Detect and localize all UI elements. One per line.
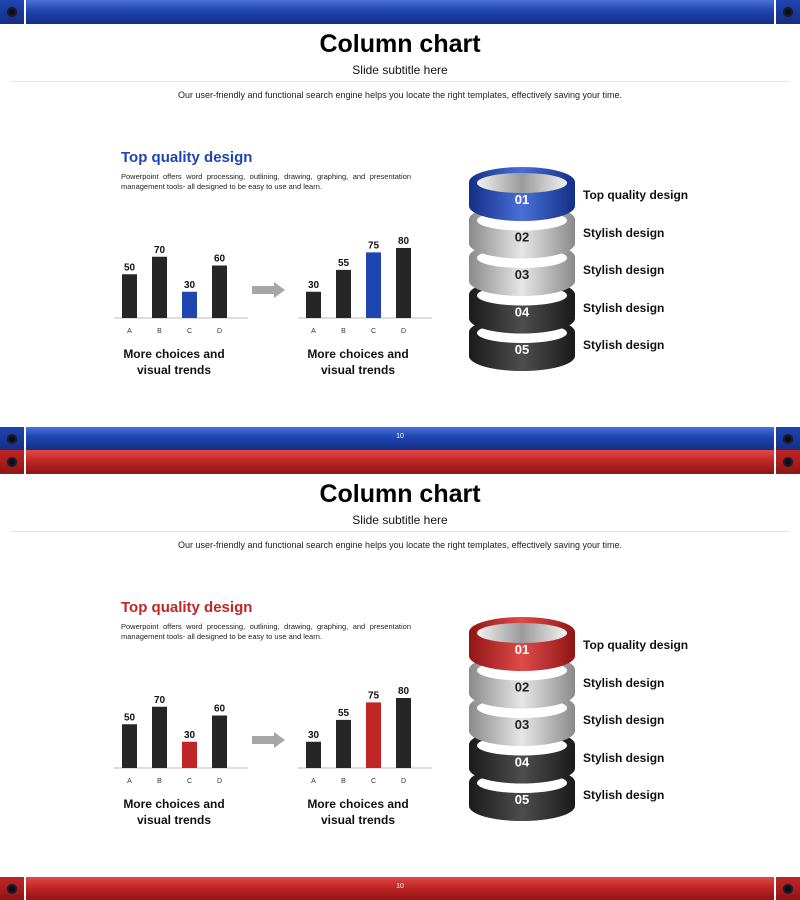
tick-label: D bbox=[400, 328, 407, 335]
ring-label-5: Stylish design bbox=[583, 788, 665, 802]
data-label: 70 bbox=[153, 694, 166, 706]
caption-line: More choices and bbox=[307, 797, 409, 811]
ring-label-5: Stylish design bbox=[583, 338, 665, 352]
section-heading: Top quality design bbox=[121, 149, 253, 166]
ring-label-1: Top quality design bbox=[583, 188, 689, 202]
slide-title: Column chart bbox=[319, 30, 481, 58]
column-chart-after bbox=[296, 228, 446, 338]
data-label: 60 bbox=[213, 703, 226, 715]
banner-cap-right bbox=[776, 0, 800, 24]
caption-line: visual trends bbox=[320, 363, 396, 377]
column-chart-before bbox=[112, 228, 262, 338]
column-chart-before bbox=[112, 678, 262, 788]
column-chart-after bbox=[296, 678, 446, 788]
data-label: 75 bbox=[367, 690, 380, 702]
ring-number: 04 bbox=[514, 754, 530, 770]
caption-line: More choices and bbox=[123, 797, 225, 811]
ring-label-4: Stylish design bbox=[583, 301, 665, 315]
slide-subtitle: Slide subtitle here bbox=[352, 513, 448, 527]
data-label: 30 bbox=[183, 729, 196, 741]
banner-stripe bbox=[26, 450, 774, 474]
tagline: Our user-friendly and functional search engine helps you locate the right templates, effectively saving your time. bbox=[177, 90, 623, 100]
bar-A bbox=[122, 274, 137, 318]
slide-subtitle: Slide subtitle here bbox=[352, 63, 448, 77]
top-banner bbox=[0, 450, 800, 474]
bar-A bbox=[306, 292, 321, 318]
ring-label-4: Stylish design bbox=[583, 751, 665, 765]
bar-B bbox=[152, 257, 167, 318]
banner-stripe bbox=[26, 0, 774, 24]
tick-label: A bbox=[127, 328, 132, 335]
bar-A bbox=[122, 724, 137, 768]
ring-hole bbox=[477, 623, 567, 643]
ring-label-3: Stylish design bbox=[583, 263, 665, 277]
bar-B bbox=[336, 720, 351, 768]
tick-label: C bbox=[186, 778, 193, 785]
ring-stack bbox=[462, 160, 582, 385]
ring-01 bbox=[469, 167, 575, 221]
data-label: 30 bbox=[307, 279, 320, 291]
bar-B bbox=[152, 707, 167, 768]
tagline: Our user-friendly and functional search engine helps you locate the right templates, effectively saving your time. bbox=[177, 540, 623, 550]
tick-label: B bbox=[157, 328, 162, 335]
ring-number: 02 bbox=[514, 229, 530, 245]
data-label: 70 bbox=[153, 244, 166, 256]
tick-label: D bbox=[216, 778, 223, 785]
slide-title: Column chart bbox=[319, 480, 481, 508]
ring-number: 04 bbox=[514, 304, 530, 320]
page-number: 10 bbox=[396, 883, 404, 890]
banner-cap-left bbox=[0, 0, 24, 24]
data-label: 80 bbox=[397, 236, 410, 247]
tick-label: A bbox=[311, 328, 316, 335]
tick-label: C bbox=[186, 328, 193, 335]
data-label: 80 bbox=[397, 686, 410, 697]
bolt-icon bbox=[7, 457, 17, 467]
bolt-icon bbox=[7, 7, 17, 17]
tick-label: B bbox=[157, 778, 162, 785]
caption-line: visual trends bbox=[136, 813, 212, 827]
ring-number: 02 bbox=[514, 679, 530, 695]
section-heading: Top quality design bbox=[121, 599, 253, 616]
tick-label: B bbox=[341, 328, 346, 335]
bottom-banner bbox=[0, 427, 800, 450]
caption-line: More choices and bbox=[123, 347, 225, 361]
ring-hole bbox=[477, 173, 567, 193]
bottom-banner bbox=[0, 877, 800, 900]
caption-line: More choices and bbox=[307, 347, 409, 361]
ring-label-1: Top quality design bbox=[583, 638, 689, 652]
bar-C bbox=[182, 742, 197, 768]
bar-D bbox=[396, 248, 411, 318]
bar-D bbox=[212, 266, 227, 319]
data-label: 30 bbox=[183, 279, 196, 291]
divider bbox=[10, 81, 790, 82]
page-number: 10 bbox=[396, 433, 404, 440]
data-label: 75 bbox=[367, 240, 380, 252]
section-description: Powerpoint offers word processing, outlining, drawing, graphing, and presentation management tools- all designed to be easy to use and learn. bbox=[121, 622, 411, 641]
caption-right bbox=[288, 796, 428, 828]
caption-right bbox=[288, 346, 428, 378]
data-label: 60 bbox=[213, 253, 226, 265]
banner-cap-right bbox=[776, 450, 800, 474]
ring-label-3: Stylish design bbox=[583, 713, 665, 727]
divider bbox=[10, 531, 790, 532]
ring-label-2: Stylish design bbox=[583, 676, 665, 690]
tick-label: D bbox=[400, 778, 407, 785]
tick-label: A bbox=[127, 778, 132, 785]
bar-A bbox=[306, 742, 321, 768]
ring-stack bbox=[462, 610, 582, 835]
tick-label: C bbox=[370, 778, 377, 785]
slide-2 bbox=[0, 450, 800, 900]
data-label: 55 bbox=[337, 707, 350, 719]
bolt-icon bbox=[783, 7, 793, 17]
caption-left bbox=[104, 346, 244, 378]
caption-line: visual trends bbox=[320, 813, 396, 827]
banner-cap-left bbox=[0, 450, 24, 474]
tick-label: B bbox=[341, 778, 346, 785]
tick-label: A bbox=[311, 778, 316, 785]
section-description: Powerpoint offers word processing, outlining, drawing, graphing, and presentation management tools- all designed to be easy to use and learn. bbox=[121, 172, 411, 191]
data-label: 30 bbox=[307, 729, 320, 741]
ring-number: 01 bbox=[514, 642, 530, 657]
bar-C bbox=[366, 702, 381, 768]
ring-number: 01 bbox=[514, 192, 530, 207]
bar-C bbox=[366, 252, 381, 318]
right-arrow-icon bbox=[252, 282, 286, 298]
ring-number: 05 bbox=[514, 342, 530, 357]
tick-label: C bbox=[370, 328, 377, 335]
bar-D bbox=[396, 698, 411, 768]
bar-C bbox=[182, 292, 197, 318]
caption-left bbox=[104, 796, 244, 828]
bar-B bbox=[336, 270, 351, 318]
ring-01 bbox=[469, 617, 575, 671]
data-label: 55 bbox=[337, 257, 350, 269]
data-label: 50 bbox=[123, 712, 136, 724]
data-label: 50 bbox=[123, 262, 136, 274]
bolt-icon bbox=[783, 457, 793, 467]
right-arrow-icon bbox=[252, 732, 286, 748]
tick-label: D bbox=[216, 328, 223, 335]
caption-line: visual trends bbox=[136, 363, 212, 377]
ring-label-2: Stylish design bbox=[583, 226, 665, 240]
top-banner bbox=[0, 0, 800, 24]
bar-D bbox=[212, 716, 227, 769]
ring-number: 03 bbox=[514, 717, 530, 732]
ring-number: 03 bbox=[514, 267, 530, 282]
ring-number: 05 bbox=[514, 792, 530, 807]
